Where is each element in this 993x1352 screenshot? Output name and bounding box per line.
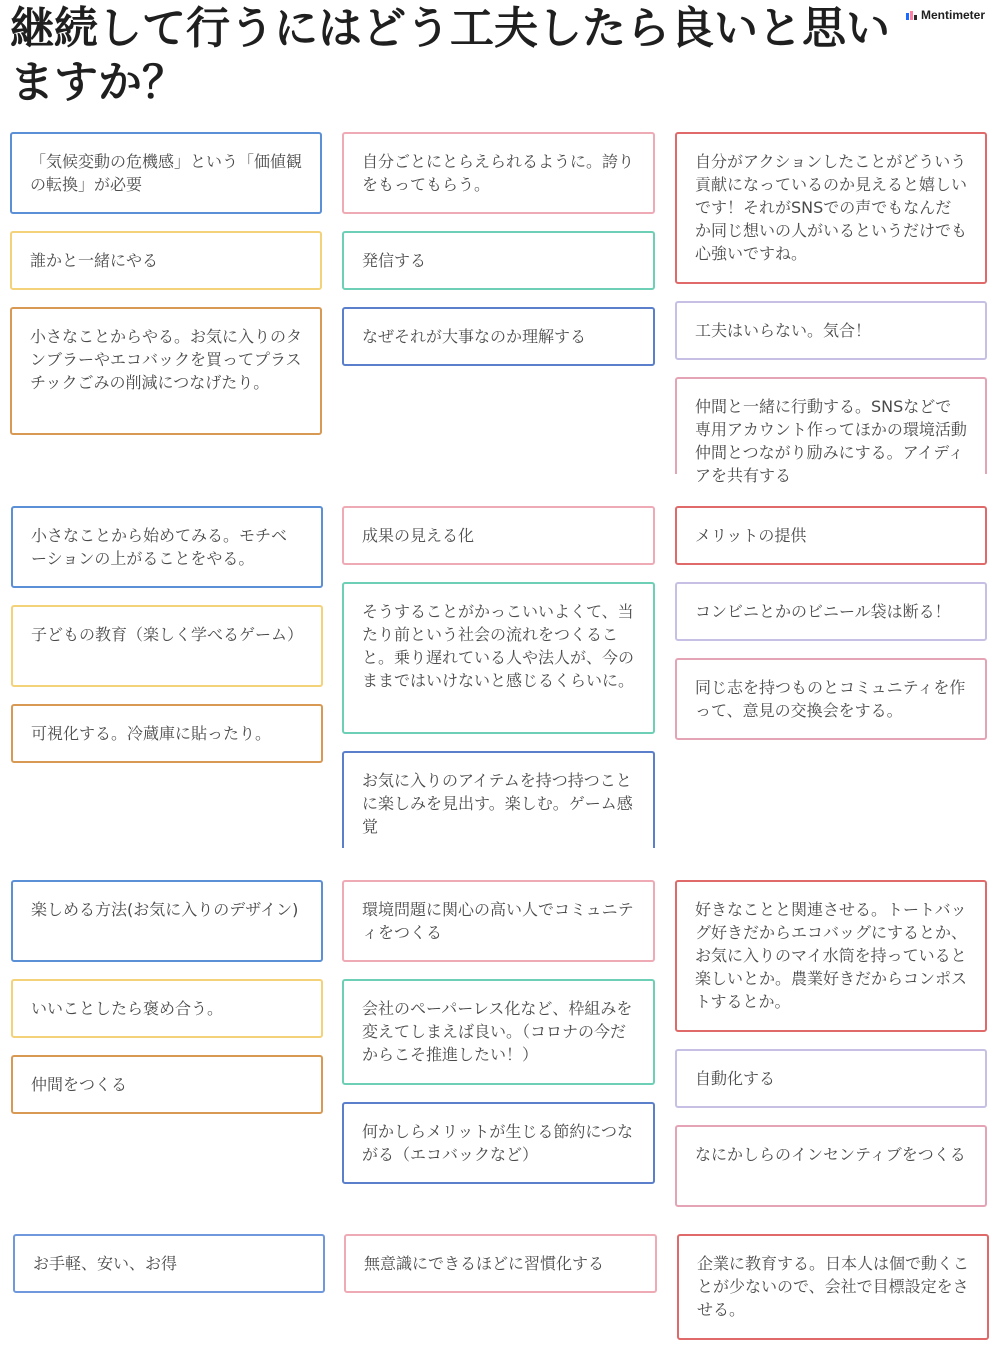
- response-text: 工夫はいらない。気合！: [695, 321, 872, 340]
- response-card: [342, 1102, 655, 1184]
- response-text: 仲間をつくる: [31, 1075, 128, 1094]
- response-card: [677, 1234, 989, 1340]
- response-text: なにかしらのインセンティブをつくる: [695, 1145, 966, 1164]
- response-card: [342, 307, 655, 366]
- page-title: 継続して行うにはどう工夫したら良いと思いますか？: [10, 3, 890, 108]
- response-card: [342, 506, 655, 565]
- response-card: [11, 880, 323, 962]
- response-text: そうすることがかっこいいよくて、当たり前という社会の流れをつくること。乗り遅れている人や法人が、今のままではいけないと感じるくらいに。: [362, 602, 635, 690]
- response-card: [342, 132, 655, 214]
- response-card: [342, 582, 655, 734]
- response-card: [675, 132, 987, 284]
- brand-name: Mentimeter: [920, 8, 985, 22]
- response-text: 「気候変動の危機感」という「価値観の転換」が必要: [30, 152, 303, 194]
- response-card: [10, 132, 322, 214]
- response-card: [11, 979, 323, 1038]
- response-text: 同じ志を持つものとコミュニティを作って、意見の交換会をする。: [695, 678, 966, 720]
- response-card: [11, 506, 323, 588]
- response-text: 小さなことからやる。お気に入りのタンブラーやエコバックを買ってプラスチックごみの削減につなげたり。: [30, 327, 303, 392]
- response-text: 子どもの教育（楽しく学べるゲーム）: [31, 625, 304, 644]
- response-card: [13, 1234, 325, 1293]
- response-text: お手軽、安い、お得: [33, 1254, 178, 1273]
- response-card: [675, 582, 987, 641]
- response-card: [675, 377, 987, 485]
- response-text: 会社のペーパーレス化など、枠組みを変えてしまえば良い。（コロナの今だからこそ推進したい！）: [362, 999, 633, 1064]
- mentimeter-logo: [906, 8, 985, 22]
- response-text: 自分ごとにとらえられるように。誇りをもってもらう。: [362, 152, 635, 194]
- response-text: お気に入りのアイテムを持つ持つことに楽しみを見出す。楽しむ。ゲーム感覚: [362, 771, 633, 836]
- response-card: [10, 307, 322, 435]
- response-text: 何かしらメリットが生じる節約につながる（エコバックなど）: [362, 1122, 634, 1164]
- response-card: [344, 1234, 657, 1293]
- response-text: 好きなことと関連させる。トートバッグ好きだからエコバッグにするとか、お気に入りのマイ水筒を持っていると楽しいとか。農業好きだからコンポストするとか。: [695, 900, 968, 1011]
- response-card: [342, 751, 655, 848]
- response-text: 小さなことから始めてみる。モチベーションの上がることをやる。: [31, 526, 288, 568]
- response-text: 成果の見える化: [362, 526, 475, 545]
- response-text: 誰かと一緒にやる: [30, 251, 159, 270]
- response-card: [675, 880, 987, 1032]
- response-text: 無意識にできるほどに習慣化する: [364, 1254, 605, 1273]
- response-text: 自分がアクションしたことがどういう貢献になっているのか見えると嬉しいです！それがSNSでの声でもなんだか同じ想いの人がいるというだけでも心強いですね。: [695, 152, 968, 263]
- response-text: 可視化する。冷蔵庫に貼ったり。: [31, 724, 272, 743]
- response-card: [11, 605, 323, 687]
- response-text: いいことしたら褒め合う。: [31, 999, 224, 1018]
- response-text: 企業に教育する。日本人は個で動くことが少ないので、会社で目標設定をさせる。: [697, 1254, 970, 1319]
- response-text: メリットの提供: [695, 526, 807, 545]
- response-text: 楽しめる方法(お気に入りのデザイン): [31, 900, 299, 919]
- response-text: 自動化する: [695, 1069, 776, 1088]
- response-card: [675, 301, 987, 360]
- response-text: なぜそれが大事なのか理解する: [362, 327, 587, 346]
- response-card: [11, 704, 323, 763]
- response-card: [342, 880, 655, 962]
- response-card: [11, 1055, 323, 1114]
- response-card: [342, 979, 655, 1085]
- response-card: [10, 231, 322, 290]
- response-card: [342, 231, 655, 290]
- response-card: [675, 506, 987, 565]
- response-text: 環境問題に関心の高い人でコミュニティをつくる: [362, 900, 634, 942]
- response-text: 仲間と一緒に行動する。SNSなどで専用アカウント作ってほかの環境活動仲間とつながり励みにする。アイディアを共有する: [695, 397, 967, 485]
- response-text: コンビニとかのビニール袋は断る！: [695, 602, 951, 621]
- response-card: [675, 1125, 987, 1207]
- response-text: 発信する: [362, 251, 427, 270]
- response-card: [675, 658, 987, 740]
- mentimeter-bars-icon: [906, 10, 918, 20]
- response-card: [675, 1049, 987, 1108]
